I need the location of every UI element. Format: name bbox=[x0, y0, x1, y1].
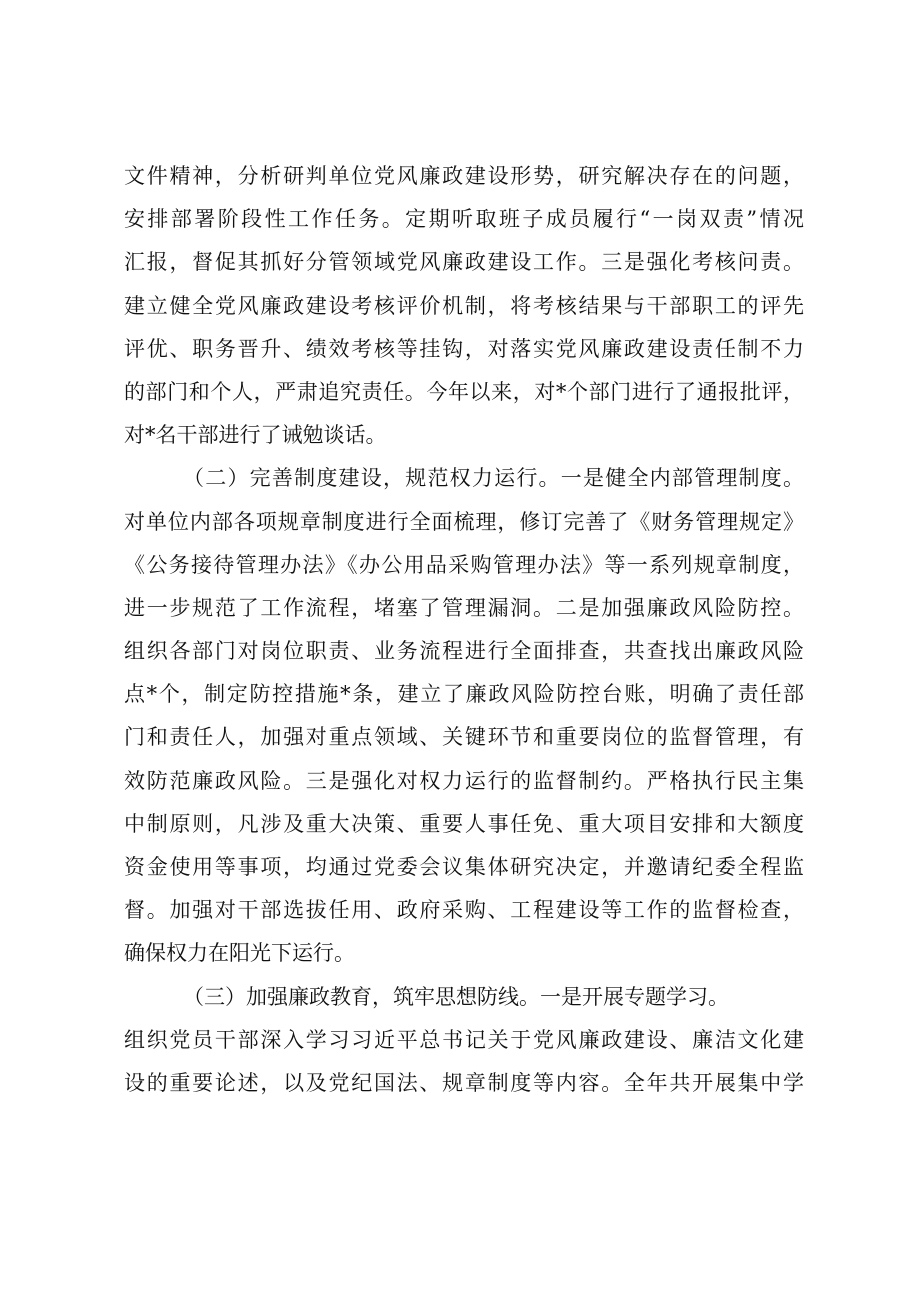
text-line: 评优、职务晋升、绩效考核等挂钩，对落实党风廉政建设责任制不力 bbox=[124, 336, 804, 361]
section-heading-line: （二）完善制度建设，规范权力运行。一是健全内部管理制度。 bbox=[183, 466, 804, 491]
text-line: 进一步规范了工作流程，堵塞了管理漏洞。二是加强廉政风险防控。 bbox=[124, 595, 804, 620]
document-body bbox=[124, 155, 804, 1105]
text-line: 点*个，制定防控措施*条，建立了廉政风险防控台账，明确了责任部 bbox=[124, 682, 804, 707]
text-line: 设的重要论述，以及党纪国法、规章制度等内容。全年共开展集中学 bbox=[124, 1070, 804, 1095]
text-line: 督。加强对干部选拔任用、政府采购、工程建设等工作的监督检查， bbox=[124, 898, 804, 923]
text-line: 安排部署阶段性工作任务。定期听取班子成员履行“一岗双责”情况 bbox=[124, 207, 804, 232]
section-heading-line: （三）加强廉政教育，筑牢思想防线。一是开展专题学习。 bbox=[183, 984, 729, 1009]
text-line: 组织党员干部深入学习习近平总书记关于党风廉政建设、廉洁文化建 bbox=[124, 1027, 804, 1052]
text-line: 资金使用等事项，均通过党委会议集体研究决定，并邀请纪委全程监 bbox=[124, 855, 804, 879]
text-line: 确保权力在阳光下运行。 bbox=[124, 941, 355, 966]
text-line: 文件精神，分析研判单位党风廉政建设形势，研究解决存在的问题， bbox=[124, 164, 804, 188]
text-line: 《公务接待管理办法》《办公用品采购管理办法》等一系列规章制度， bbox=[124, 552, 804, 577]
text-line: 门和责任人，加强对重点领域、关键环节和重要岗位的监督管理，有 bbox=[124, 725, 804, 750]
text-line: 效防范廉政风险。三是强化对权力运行的监督制约。严格执行民主集 bbox=[124, 768, 804, 793]
text-line: 的部门和个人，严肃追究责任。今年以来，对*个部门进行了通报批评， bbox=[124, 379, 804, 404]
text-line: 组织各部门对岗位职责、业务流程进行全面排查，共查找出廉政风险 bbox=[124, 639, 804, 664]
text-line: 汇报，督促其抓好分管领域党风廉政建设工作。三是强化考核问责。 bbox=[124, 250, 804, 275]
text-line: 中制原则，凡涉及重大决策、重要人事任免、重大项目安排和大额度 bbox=[124, 811, 804, 836]
text-line: 对单位内部各项规章制度进行全面梳理，修订完善了《财务管理规定》 bbox=[124, 509, 804, 534]
text-line: 建立健全党风廉政建设考核评价机制，将考核结果与干部职工的评先 bbox=[124, 293, 804, 318]
text-line: 对*名干部进行了诫勉谈话。 bbox=[124, 423, 387, 448]
